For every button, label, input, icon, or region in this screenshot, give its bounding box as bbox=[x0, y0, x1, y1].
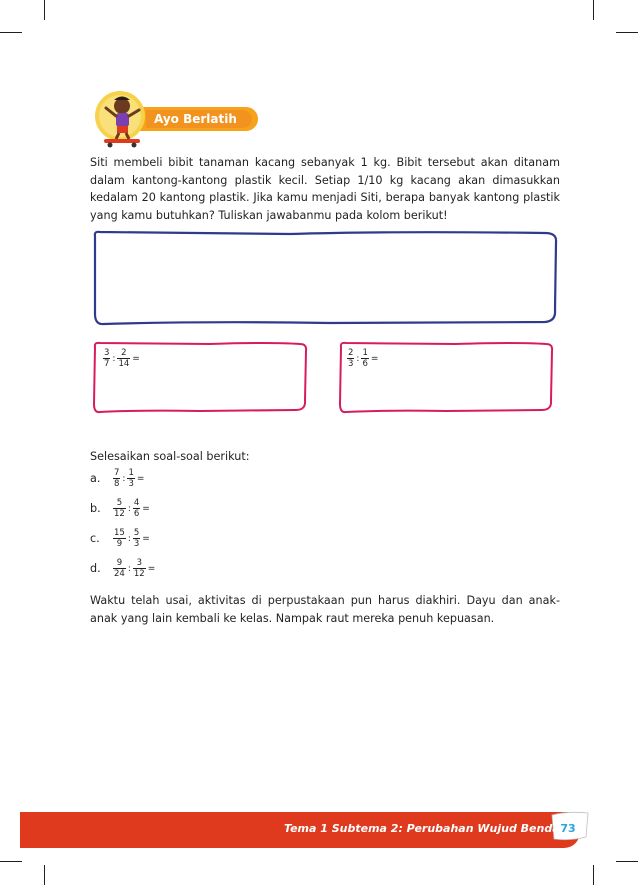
crop-mark bbox=[0, 861, 22, 862]
crop-mark bbox=[0, 32, 22, 33]
exercise-b: b. $\frac{5}{12}$ : $\frac{4}{6}$ = bbox=[90, 498, 150, 519]
fraction: $\frac{1}{6}$ bbox=[362, 348, 368, 369]
kid-skateboard-illustration bbox=[92, 90, 154, 148]
exercise-c: c. $\frac{15}{9}$ : $\frac{5}{3}$ = bbox=[90, 528, 150, 549]
closing-paragraph: Waktu telah usai, aktivitas di perpustakaan pun harus diakhiri. Dayu dan anak-anak yang lain kembali ke kelas. Nampak raut mereka penuh kepuasan. bbox=[90, 594, 560, 625]
crop-mark bbox=[44, 865, 45, 885]
crop-mark bbox=[44, 0, 45, 20]
answer-box-1-expression[interactable]: $\frac{3}{7}$ : $\frac{2}{14}$ = bbox=[104, 348, 140, 369]
fraction: $\frac{5}{12}$ bbox=[114, 498, 125, 519]
fraction: $\frac{1}{3}$ bbox=[128, 468, 134, 489]
banner-label: Ayo Berlatih bbox=[146, 110, 252, 128]
crop-mark bbox=[593, 0, 594, 20]
fraction: $\frac{4}{6}$ bbox=[133, 498, 140, 519]
page-number: 73 bbox=[560, 822, 576, 835]
fraction: $\frac{15}{9}$ bbox=[114, 528, 125, 549]
intro-paragraph: Siti membeli bibit tanaman kacang sebanyak 1 kg. Bibit tersebut akan ditanam dalam kantong-kantong plastik kecil. Setiap 1/10 kg kacang akan dimasukkan kedalam 20 kantong plastik. Jika kamu menjadi Siti, berapa banyak kantong plastik yang kamu butuhkan? Tuliskan jawabanmu pada kolom berikut! bbox=[90, 156, 560, 222]
ayo-berlatih-banner bbox=[140, 107, 258, 131]
fraction: $\frac{3}{12}$ bbox=[133, 558, 145, 579]
crop-mark bbox=[593, 865, 594, 885]
crop-mark bbox=[616, 32, 638, 33]
fraction: $\frac{9}{24}$ bbox=[114, 558, 125, 579]
answer-box-2-expression[interactable]: $\frac{2}{3}$ : $\frac{1}{6}$ = bbox=[348, 348, 379, 369]
exercise-a: a. $\frac{7}{8}$ : $\frac{1}{3}$ = bbox=[90, 468, 145, 489]
footer-title: Tema 1 Subtema 2: Perubahan Wujud Benda bbox=[284, 822, 560, 835]
crop-mark bbox=[616, 861, 638, 862]
exercise-heading: Selesaikan soal-soal berikut: bbox=[90, 450, 250, 463]
fraction: $\frac{2}{14}$ bbox=[118, 348, 130, 369]
answer-area[interactable] bbox=[90, 228, 562, 328]
fraction: $\frac{2}{3}$ bbox=[348, 348, 354, 369]
fraction: $\frac{5}{3}$ bbox=[133, 528, 140, 549]
fraction: $\frac{3}{7}$ bbox=[104, 348, 110, 369]
exercise-d: d. $\frac{9}{24}$ : $\frac{3}{12}$ = bbox=[90, 558, 156, 579]
fraction: $\frac{7}{8}$ bbox=[114, 468, 120, 489]
